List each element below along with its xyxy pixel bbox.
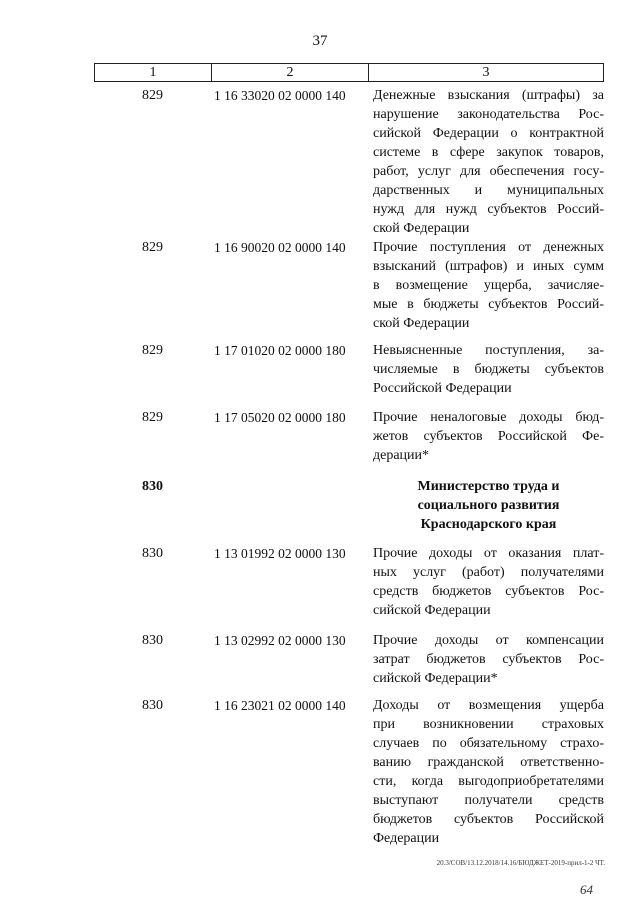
description-line: Федерации bbox=[373, 831, 440, 846]
table-header bbox=[94, 63, 604, 82]
admin-code: 830 bbox=[142, 479, 163, 494]
revenue-code: 1 13 01992 02 0000 130 bbox=[214, 546, 346, 561]
description-line: сийской Федерации bbox=[373, 603, 491, 618]
revenue-description bbox=[373, 544, 604, 620]
description-line: при возникновении страховых bbox=[373, 717, 604, 732]
description-line: сти, когда выгодоприобретателями bbox=[373, 774, 604, 789]
description-line: в возмещение ущерба, зачисляе- bbox=[373, 278, 604, 293]
description-line: Невыясненные поступления, за- bbox=[373, 343, 604, 358]
description-line: взысканий (штрафов) и иных сумм bbox=[373, 259, 604, 274]
revenue-code: 1 17 01020 02 0000 180 bbox=[214, 343, 346, 358]
revenue-description bbox=[373, 341, 604, 398]
admin-code: 829 bbox=[142, 88, 163, 103]
description-line: ванию гражданской ответственно- bbox=[373, 755, 604, 770]
description-line: дарственных и муниципальных bbox=[373, 183, 604, 198]
sheet-number: 64 bbox=[580, 882, 593, 897]
description-line: ской Федерации bbox=[373, 316, 470, 331]
revenue-description bbox=[373, 238, 604, 333]
description-line: нарушение законодательства Рос- bbox=[373, 107, 604, 122]
description-line: работ, услуг для обеспечения госу- bbox=[373, 164, 604, 179]
header-col-3: 3 bbox=[482, 65, 490, 80]
description-line: Прочие поступления от денежных bbox=[373, 240, 604, 255]
description-line: числяемые в бюджеты субъектов bbox=[373, 362, 604, 377]
revenue-description bbox=[373, 86, 604, 238]
admin-code: 830 bbox=[142, 546, 163, 561]
revenue-description bbox=[373, 408, 604, 465]
description-line: Прочие неналоговые доходы бюд- bbox=[373, 410, 604, 425]
admin-code: 830 bbox=[142, 698, 163, 713]
description-line: ных услуг (работ) получателями bbox=[373, 565, 604, 580]
description-line: Прочие доходы от компенсации bbox=[373, 633, 604, 648]
description-line: Прочие доходы от оказания плат- bbox=[373, 546, 604, 561]
description-line: случаев по обязательному страхо- bbox=[373, 736, 604, 751]
description-line: жетов субъектов Российской Фе- bbox=[373, 429, 604, 444]
description-line: Доходы от возмещения ущерба bbox=[373, 698, 604, 713]
description-line: системе в сфере закупок товаров, bbox=[373, 145, 604, 160]
admin-code: 829 bbox=[142, 240, 163, 255]
description-line: затрат бюджетов субъектов Рос- bbox=[373, 652, 604, 667]
revenue-code: 1 13 02992 02 0000 130 bbox=[214, 633, 346, 648]
description-line: средств бюджетов субъектов Рос- bbox=[373, 584, 604, 599]
description-line: Денежные взыскания (штрафы) за bbox=[373, 88, 604, 103]
revenue-code: 1 17 05020 02 0000 180 bbox=[214, 410, 346, 425]
revenue-description bbox=[373, 696, 604, 848]
admin-code: 829 bbox=[142, 410, 163, 425]
revenue-code: 1 16 23021 02 0000 140 bbox=[214, 698, 346, 713]
description-line: социального развития bbox=[417, 498, 560, 513]
header-col-1: 1 bbox=[95, 64, 212, 81]
revenue-description bbox=[373, 631, 604, 688]
description-line: выступают получатели средств bbox=[373, 793, 604, 808]
footer-document-reference: 20.3/СОВ/13.12.2018/14.16/БЮДЖЕТ-2019-прил-1-2 ЧТ. bbox=[436, 859, 605, 867]
header-col-2: 2 bbox=[212, 64, 369, 81]
description-line: мые в бюджеты субъектов Россий- bbox=[373, 297, 604, 312]
description-line: сийской Федерации* bbox=[373, 671, 498, 686]
page-number: 37 bbox=[312, 33, 328, 49]
description-line: Министерство труда и bbox=[417, 479, 560, 494]
revenue-code: 1 16 90020 02 0000 140 bbox=[214, 240, 346, 255]
ministry-title bbox=[373, 477, 604, 534]
description-line: бюджетов субъектов Российской bbox=[373, 812, 604, 827]
description-line: сийской Федерации о контрактной bbox=[373, 126, 604, 141]
description-line: ской Федерации bbox=[373, 221, 470, 236]
description-line: Российской Федерации bbox=[373, 381, 512, 396]
admin-code: 829 bbox=[142, 343, 163, 358]
description-line: нужд для нужд субъектов Россий- bbox=[373, 202, 604, 217]
admin-code: 830 bbox=[142, 633, 163, 648]
revenue-code: 1 16 33020 02 0000 140 bbox=[214, 88, 346, 103]
description-line: дерации* bbox=[373, 448, 430, 463]
description-line: Краснодарского края bbox=[420, 517, 557, 532]
